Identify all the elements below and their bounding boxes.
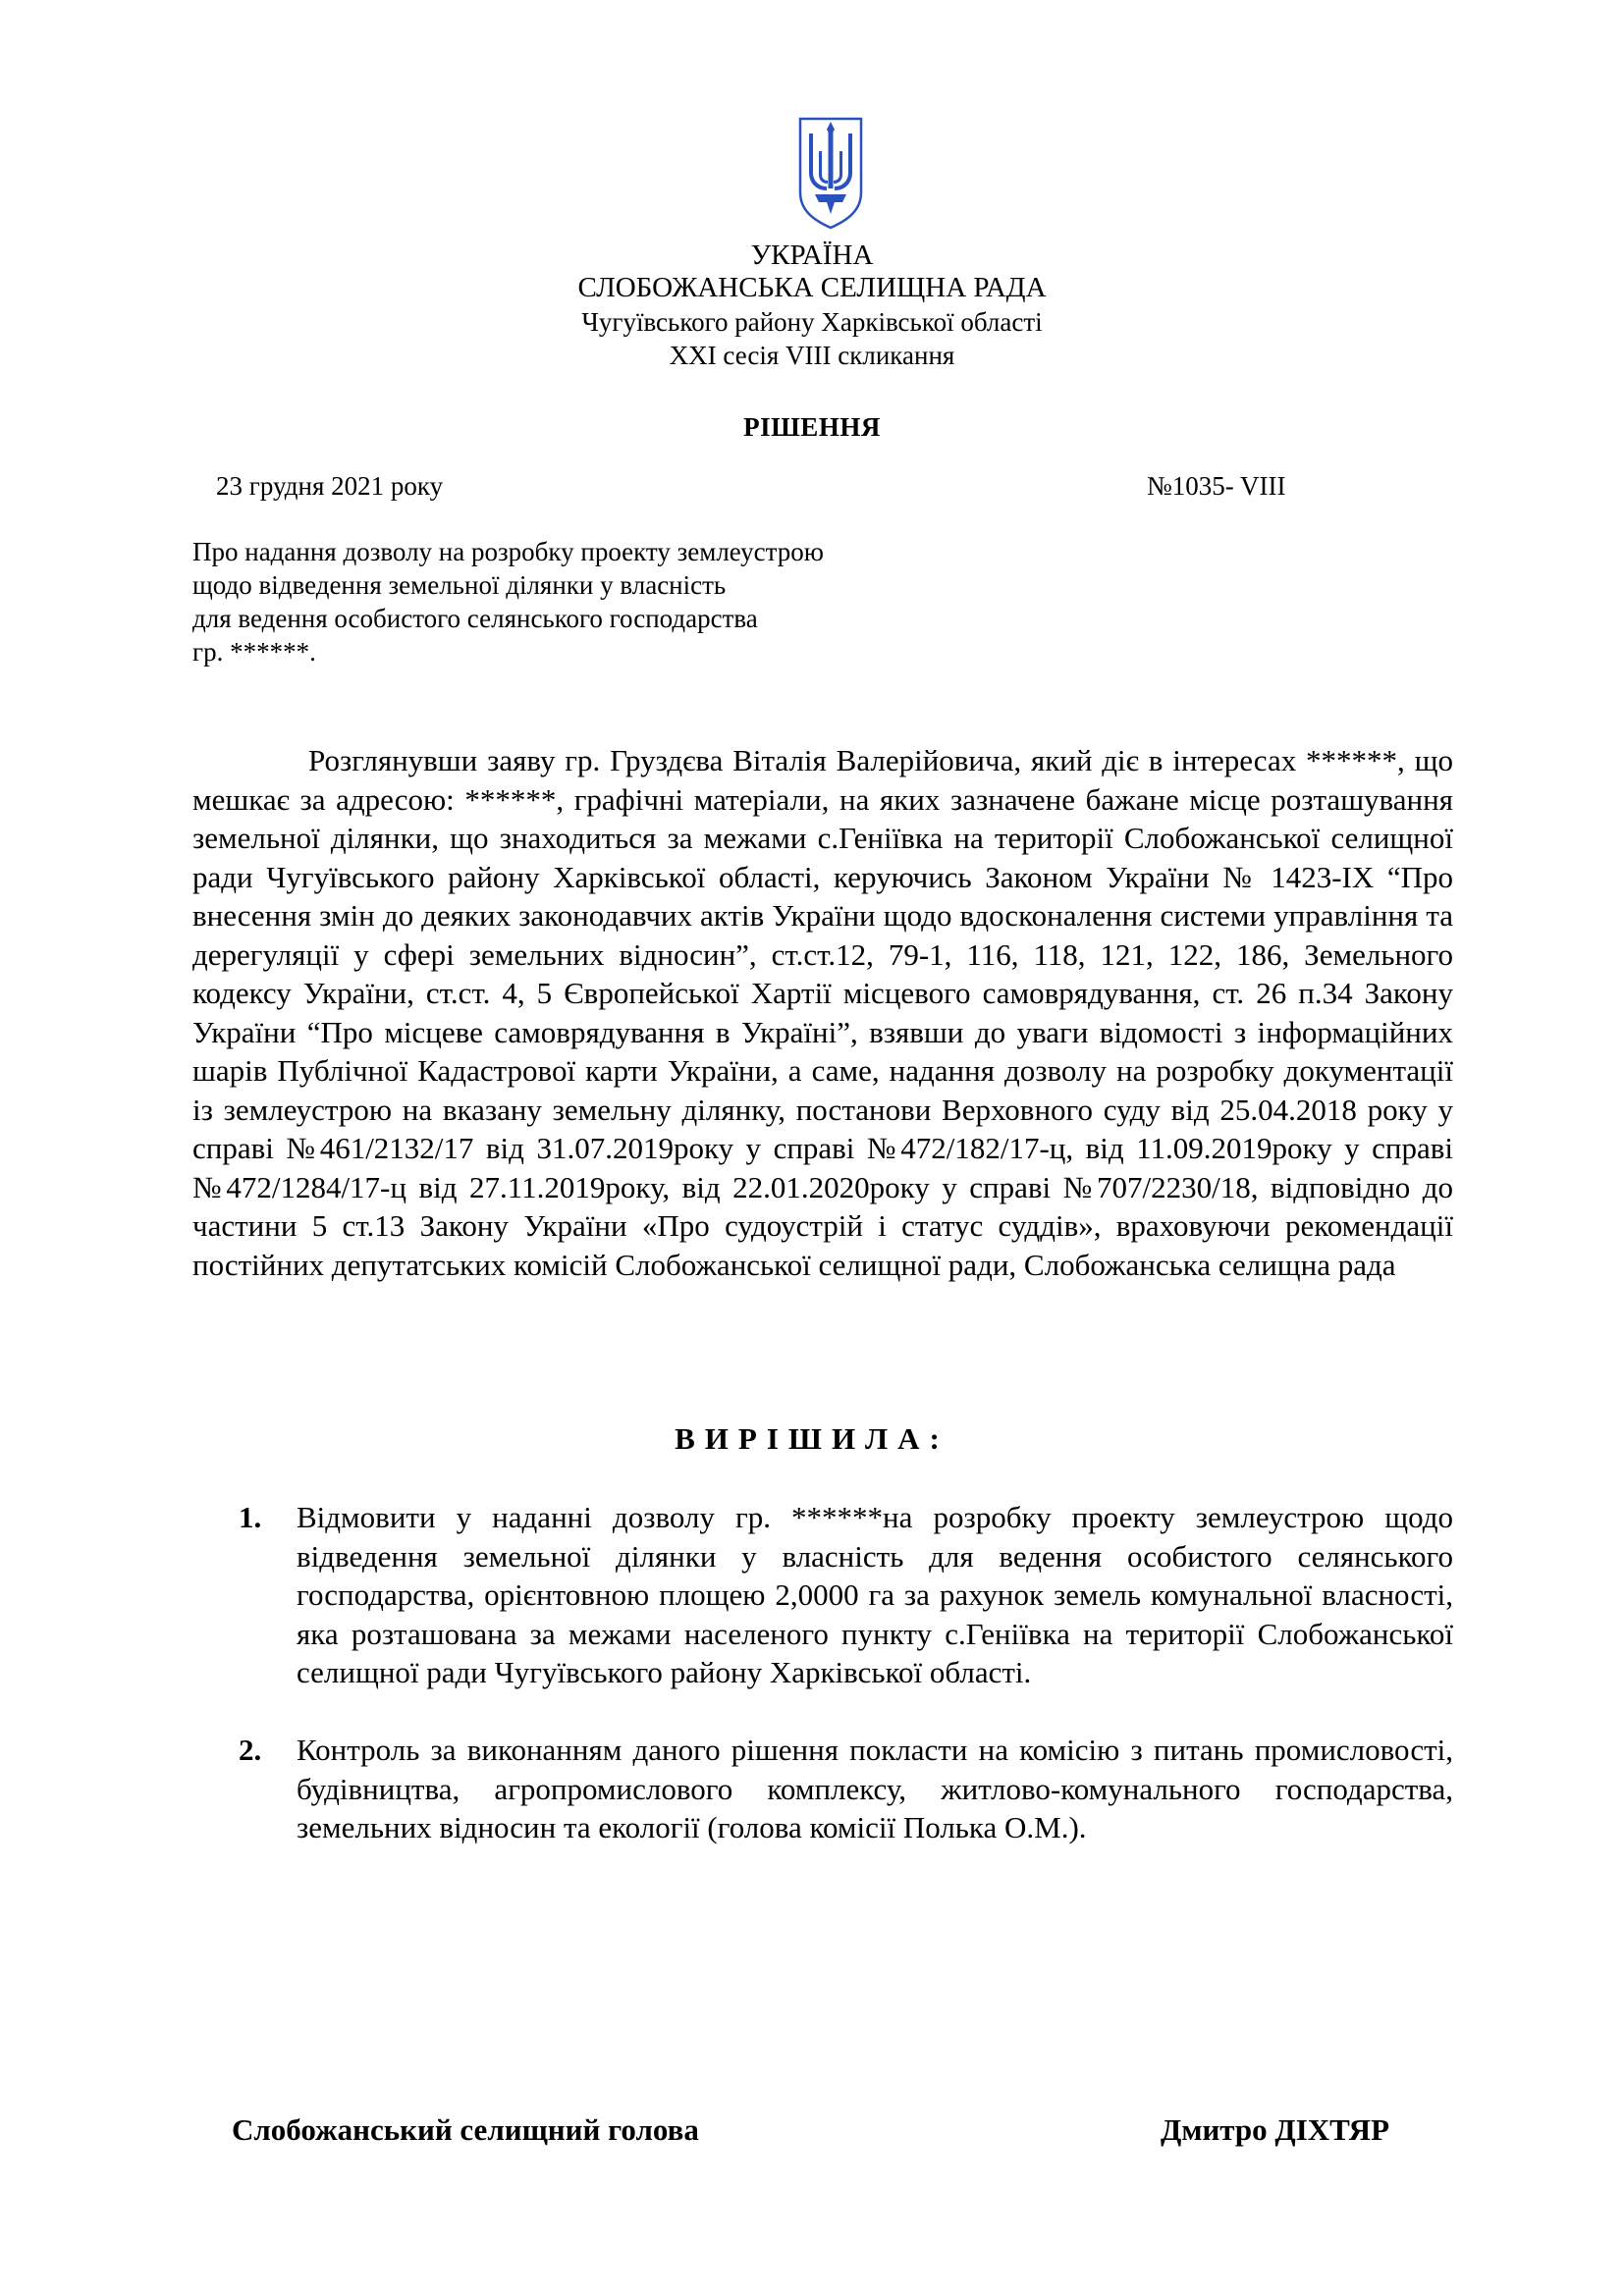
preamble-paragraph: Розглянувши заяву гр. Груздєва Віталія Валерійовича, який діє в інтересах ******, що мешкає за адресою: ******, графічні матеріали, на яких зазначене бажане місце розташування земельної ділянки, що знаходиться за межами с.Геніївка на території Слобожанської селищної ради Чугуївського району Харківської області, керуючись Законом України № 1423-IX “Про внесення змін до деяких законодавчих актів України щодо вдосконалення системи управління та дерегуляції у сфері земельних відносин”, ст.ст.12, 79-1, 116, 118, 121, 122, 186, Земельного кодексу України, ст.ст. 4, 5 Європейської Хартії місцевого самоврядування, ст. 26 п.34 Закону України “Про місцеве самоврядування в Україні”, взявши до уваги відомості з інформаційних шарів Публічної Кадастрової карти України, а саме, надання дозволу на розробку документації із землеустрою на вказану земельну ділянку, постанови Верховного суду від 25.04.2018 року у справі №461/2132/17 від 31.07.2019року у справі №472/182/17-ц, від 11.09.2019року у справі №472/1284/17-ц від 27.11.2019року, від 22.01.2020року у справі №707/2230/18, відповідно до частини 5 ст.13 Закону України «Про судоустрій і статус суддів», враховуючи рекомендації постійних депутатських комісій Слобожанської селищної ради, Слобожанська селищна рада xyxy=(192,743,1453,1282)
document-number: №1035- VIII xyxy=(1147,471,1286,501)
subject-line: Про надання дозволу на розробку проекту землеустрою xyxy=(192,537,824,566)
item-number: 1. xyxy=(239,1500,262,1534)
document-subject xyxy=(192,535,824,668)
subject-line: гр. ******. xyxy=(192,637,316,667)
council-name: СЛОБОЖАНСЬКА СЕЛИЩНА РАДА xyxy=(577,272,1047,303)
item-text: Контроль за виконанням даного рішення покласти на комісію з питань промисловості, будівництва, агропромислового комплексу, житлово-комунального господарства, земельних відносин та екології (голова комісії Полька О.М.). xyxy=(297,1733,1453,1844)
resolution-heading: ВИРІШИЛА: xyxy=(675,1421,949,1456)
session-info: XXI сесія VIII скликання xyxy=(669,341,955,370)
subject-line: щодо відведення земельної ділянки у власність xyxy=(192,570,727,600)
signatory-name: Дмитро ДІХТЯР xyxy=(1161,2112,1389,2147)
item-number: 2. xyxy=(239,1733,262,1767)
signatory-position: Слобожанський селищний голова xyxy=(232,2112,699,2147)
resolution-item xyxy=(236,1731,1453,1847)
document-title: РІШЕННЯ xyxy=(743,412,881,442)
subject-line: для ведення особистого селянського господарства xyxy=(192,604,758,633)
country-name: УКРАЇНА xyxy=(750,240,874,271)
resolution-item xyxy=(236,1498,1453,1692)
district-name: Чугуївського району Харківської області xyxy=(581,307,1043,337)
coat-of-arms-icon xyxy=(797,116,864,232)
document-date: 23 грудня 2021 року xyxy=(216,471,444,501)
item-text: Відмовити у наданні дозволу гр. ******на розробку проекту землеустрою щодо відведення земельної ділянки у власність для ведення особистого селянського господарства, орієнтовною площею 2,0000 га за рахунок земель комунальної власності, яка розташована за межами населеного пункту с.Геніївка на території Слобожанської селищної ради Чугуївського району Харківської області. xyxy=(297,1500,1453,1689)
